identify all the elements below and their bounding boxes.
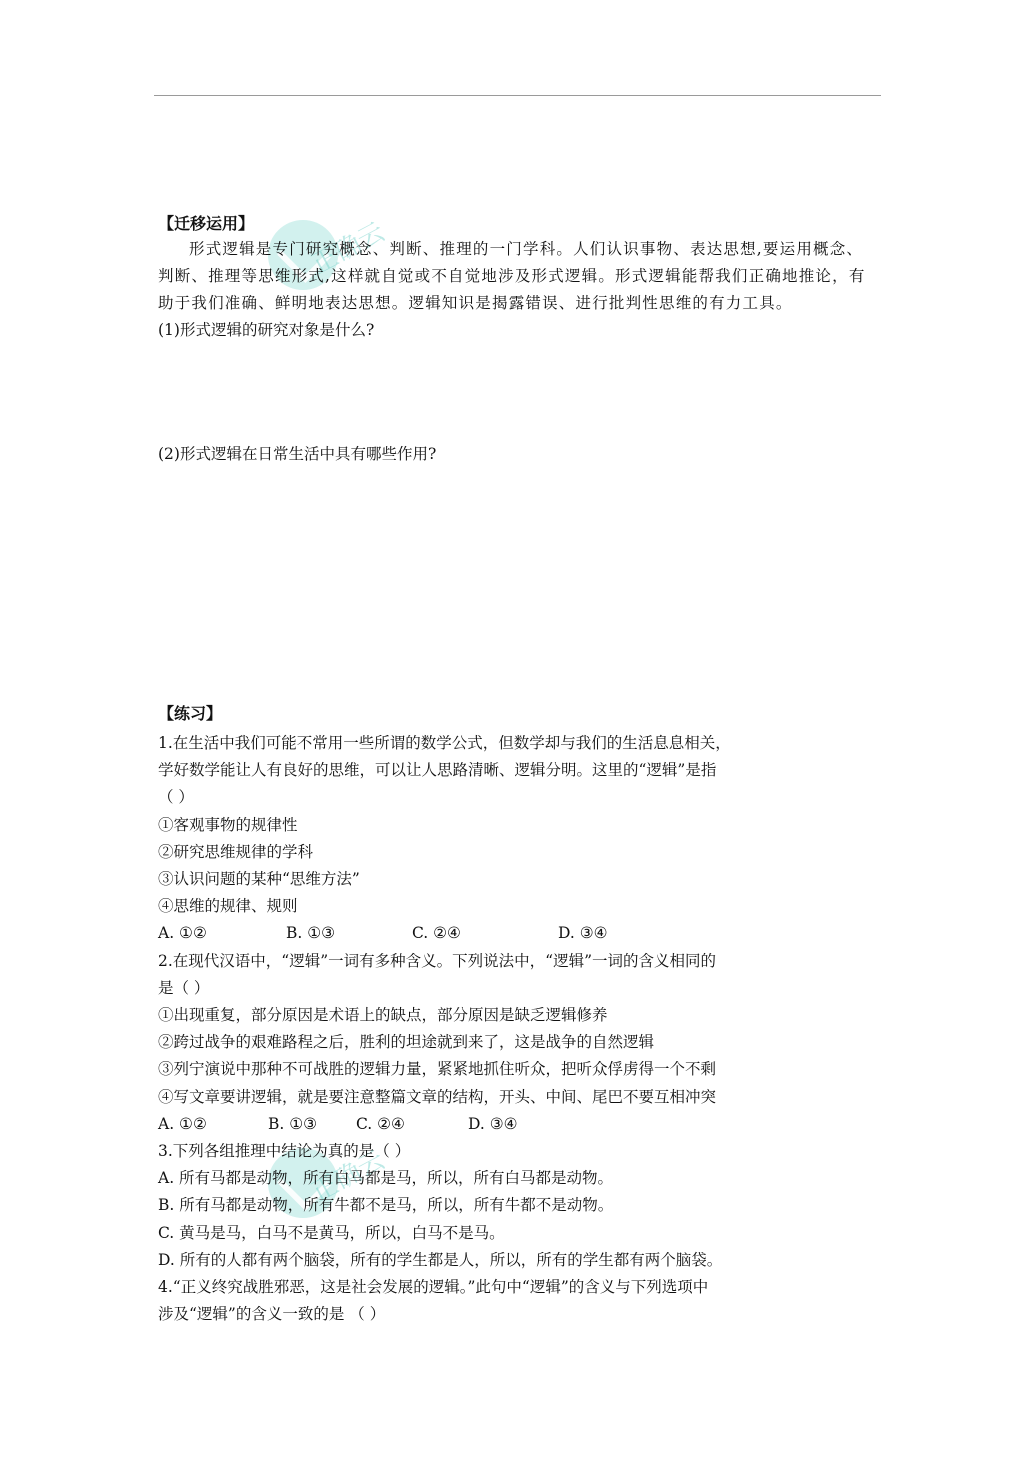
watermark-text: 正确云 <box>306 217 390 281</box>
practice-title: 【练习】 <box>158 704 223 723</box>
question-2-option-b[interactable]: B. ①③ <box>268 1114 318 1133</box>
transfer-question-2-block <box>158 441 878 468</box>
question-2-option-d[interactable]: D. ③④ <box>468 1114 518 1133</box>
question-4 <box>158 1274 878 1328</box>
question-1-option-a[interactable]: A. ①② <box>158 924 207 943</box>
question-1-stem-line: 1.在生活中我们可能不常用一些所谓的数学公式，但数学却与我们的生活息息相关， <box>158 734 731 752</box>
transfer-question-1: (1)形式逻辑的研究对象是什么? <box>158 321 375 339</box>
question-2-option-c[interactable]: C. ②④ <box>356 1114 405 1133</box>
header-rule <box>154 95 881 96</box>
question-2-stem-line: 是（ ） <box>158 978 210 997</box>
question-2-item: ②跨过战争的艰难路程之后，胜利的坦途就到来了，这是战争的自然逻辑 <box>158 1033 655 1052</box>
question-1-option-d[interactable]: D. ③④ <box>558 924 608 943</box>
transfer-question-2: (2)形式逻辑在日常生活中具有哪些作用? <box>158 445 437 463</box>
question-1-stem-line: （ ） <box>158 788 194 807</box>
question-1-item: ②研究思维规律的学科 <box>158 842 314 861</box>
transfer-paragraph: 形式逻辑是专门研究概念、判断、推理的一门学科。人们认识事物、表达思想,要运用概念、判断、推理等思维形式,这样就自觉或不自觉地涉及形式逻辑。形式逻辑能帮我们正确地推论，有助于我们准确、鲜明地表达思想。逻辑知识是揭露错误、进行批判性思维的有力工具。 <box>158 240 866 312</box>
question-2-item: ③列宁演说中那种不可战胜的逻辑力量，紧紧地抓住听众，把听众俘虏得一个不剩 <box>158 1060 717 1079</box>
question-2 <box>158 948 878 1138</box>
question-2-stem-line: 2.在现代汉语中，“逻辑”一词有多种含义。下列说法中，“逻辑”一词的含义相同的 <box>158 951 716 970</box>
watermark-text: 正确云 <box>306 1145 390 1209</box>
question-1 <box>158 730 878 948</box>
question-3-option-a[interactable]: A. 所有马都是动物，所有白马都是马，所以，所有白马都是动物。 <box>158 1169 614 1188</box>
question-1-options <box>158 920 878 947</box>
question-1-item: ①客观事物的规律性 <box>158 815 298 834</box>
question-1-item: ③认识问题的某种“思维方法” <box>158 870 360 889</box>
practice-section <box>158 704 878 1328</box>
question-3 <box>158 1138 878 1274</box>
question-2-item: ④写文章要讲逻辑，就是要注意整篇文章的结构，开头、中间、尾巴不要互相冲突 <box>158 1087 717 1106</box>
question-2-item: ①出现重复，部分原因是术语上的缺点，部分原因是缺乏逻辑修养 <box>158 1006 608 1025</box>
question-3-option-b[interactable]: B. 所有马都是动物，所有牛都不是马，所以，所有牛都不是动物。 <box>158 1196 614 1215</box>
question-4-stem-line: 4.“正义终究战胜邪恶，这是社会发展的逻辑。”此句中“逻辑”的含义与下列选项中 <box>158 1278 709 1297</box>
transfer-section <box>158 214 878 344</box>
question-4-stem-line: 涉及“逻辑”的含义一致的是 （ ） <box>158 1305 386 1324</box>
question-1-item: ④思维的规律、规则 <box>158 897 298 916</box>
question-3-option-d[interactable]: D. 所有的人都有两个脑袋，所有的学生都是人，所以，所有的学生都有两个脑袋。 <box>158 1250 723 1269</box>
question-2-options <box>158 1111 878 1138</box>
question-3-stem: 3.下列各组推理中结论为真的是（ ） <box>158 1142 411 1161</box>
question-1-stem-line: 学好数学能让人有良好的思维，可以让人思路清晰、逻辑分明。这里的“逻辑”是指 <box>158 761 717 780</box>
question-1-option-b[interactable]: B. ①③ <box>286 924 336 943</box>
question-3-option-c[interactable]: C. 黄马是马，白马不是黄马，所以，白马不是马。 <box>158 1223 505 1242</box>
question-2-option-a[interactable]: A. ①② <box>158 1114 207 1133</box>
transfer-title: 【迁移运用】 <box>158 214 255 233</box>
question-1-option-c[interactable]: C. ②④ <box>412 924 461 943</box>
